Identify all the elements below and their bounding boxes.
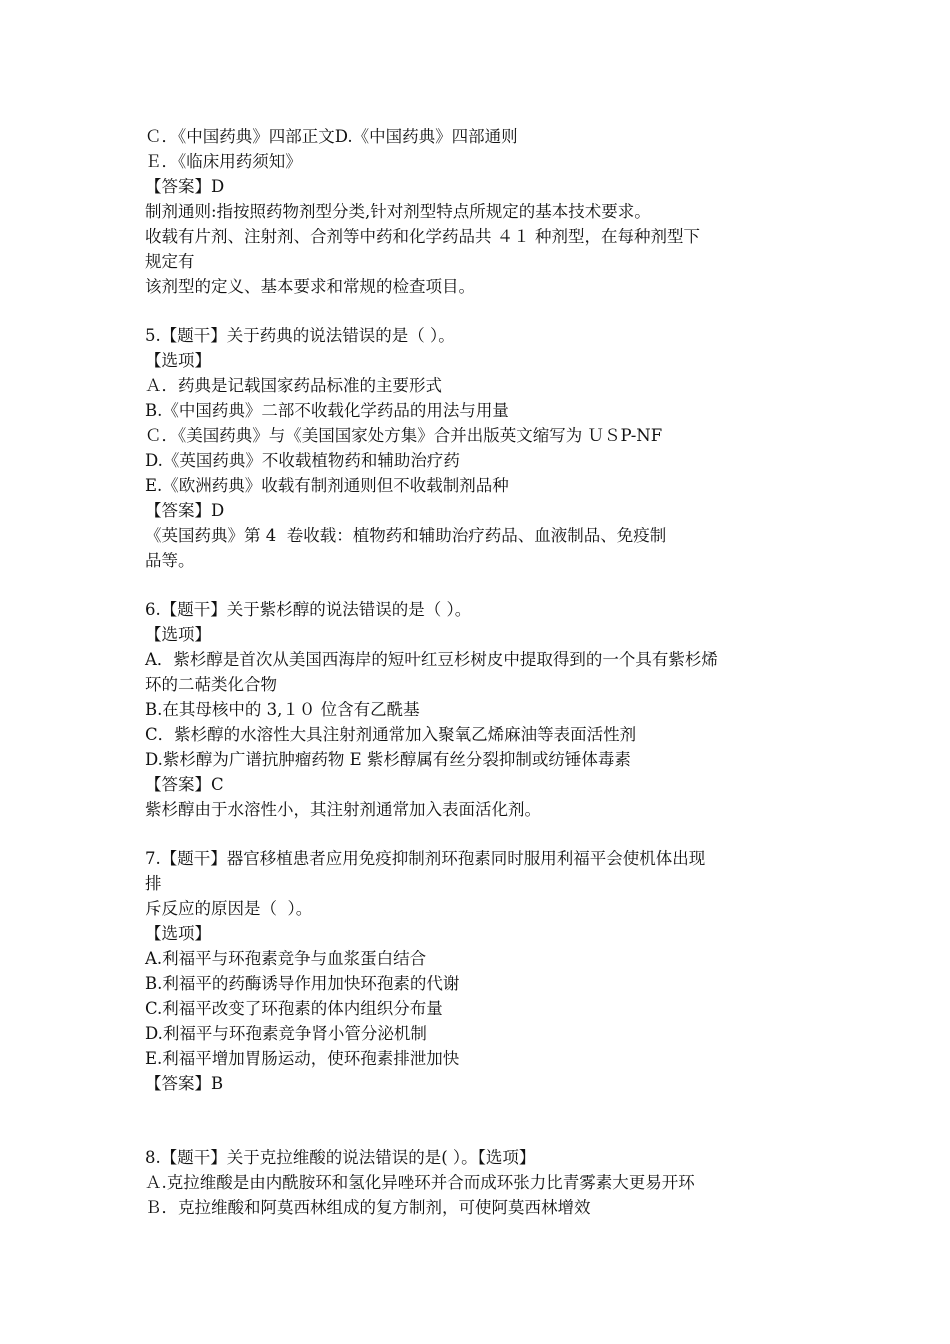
question-stem: 排 bbox=[145, 874, 162, 893]
question-stem: 斥反应的原因是（ ）。 bbox=[145, 899, 313, 918]
option-line: Ｃ．《美国药典》与《美国国家处方集》合并出版英文缩写为 ＵＳP-NF bbox=[145, 426, 663, 445]
text-line: 规定有 bbox=[145, 252, 195, 271]
question-stem: 8.【题干】关于克拉维酸的说法错误的是( ）。【选项】 bbox=[145, 1148, 536, 1167]
question-stem: 7.【题干】器官移植患者应用免疫抑制剂环孢素同时服用利福平会使机体出现 bbox=[145, 849, 706, 868]
text-line: Ｃ．《中国药典》四部正文D.《中国药典》四部通则 bbox=[145, 127, 518, 146]
answer-line: 【答案】B bbox=[145, 1074, 224, 1093]
option-line: Ａ.克拉维酸是由内酰胺环和氢化异唑环并合而成环张力比青雾素大更易开环 bbox=[145, 1173, 695, 1192]
text-line: Ｅ．《临床用药须知》 bbox=[145, 152, 302, 171]
answer-line: 【答案】C bbox=[145, 775, 224, 794]
explanation-line: 《英国药典》第 4 卷收载：植物药和辅助治疗药品、血液制品、免疫制 bbox=[145, 526, 667, 545]
option-line: A．紫杉醇是首次从美国西海岸的短叶红豆杉树皮中提取得到的一个具有紫杉烯 bbox=[145, 650, 718, 669]
option-line: E.《欧洲药典》收载有制剂通则但不收载制剂品种 bbox=[145, 476, 509, 495]
option-line: E.利福平增加胃肠运动，使环孢素排泄加快 bbox=[145, 1049, 460, 1068]
option-line: B.利福平的药酶诱导作用加快环孢素的代谢 bbox=[145, 974, 460, 993]
option-line: Ａ．药典是记载国家药品标准的主要形式 bbox=[145, 376, 442, 395]
option-line: B.《中国药典》二部不收载化学药品的用法与用量 bbox=[145, 401, 509, 420]
option-line: C.利福平改变了环孢素的体内组织分布量 bbox=[145, 999, 443, 1018]
option-line: Ｂ．克拉维酸和阿莫西林组成的复方制剂，可使阿莫西林增效 bbox=[145, 1198, 591, 1217]
option-line: D.利福平与环孢素竞争肾小管分泌机制 bbox=[145, 1024, 427, 1043]
text-line: 该剂型的定义、基本要求和常规的检查项目。 bbox=[145, 277, 475, 296]
option-line: D.紫杉醇为广谱抗肿瘤药物 E 紫杉醇属有丝分裂抑制或纺锤体毒素 bbox=[145, 750, 631, 769]
option-line: A.利福平与环孢素竞争与血浆蛋白结合 bbox=[145, 949, 427, 968]
question-stem: 6.【题干】关于紫杉醇的说法错误的是（ ）。 bbox=[145, 600, 472, 619]
option-line: 环的二萜类化合物 bbox=[145, 675, 277, 694]
text-line: 收载有片剂、注射剂、合剂等中药和化学药品共 ４１ 种剂型，在每种剂型下 bbox=[145, 227, 700, 246]
options-label: 【选项】 bbox=[145, 625, 211, 644]
answer-line: 【答案】D bbox=[145, 501, 225, 520]
answer-line: 【答案】D bbox=[145, 177, 225, 196]
options-label: 【选项】 bbox=[145, 924, 211, 943]
text-line: 制剂通则:指按照药物剂型分类,针对剂型特点所规定的基本技术要求。 bbox=[145, 202, 651, 221]
options-label: 【选项】 bbox=[145, 351, 211, 370]
explanation-line: 紫杉醇由于水溶性小，其注射剂通常加入表面活化剂。 bbox=[145, 800, 541, 819]
option-line: C．紫杉醇的水溶性大具注射剂通常加入聚氧乙烯麻油等表面活性剂 bbox=[145, 725, 637, 744]
explanation-line: 品等。 bbox=[145, 551, 195, 570]
option-line: B.在其母核中的 3,１０ 位含有乙酰基 bbox=[145, 700, 420, 719]
question-stem: 5.【题干】关于药典的说法错误的是（ ）。 bbox=[145, 326, 455, 345]
option-line: D.《英国药典》不收载植物药和辅助治疗药 bbox=[145, 451, 460, 470]
